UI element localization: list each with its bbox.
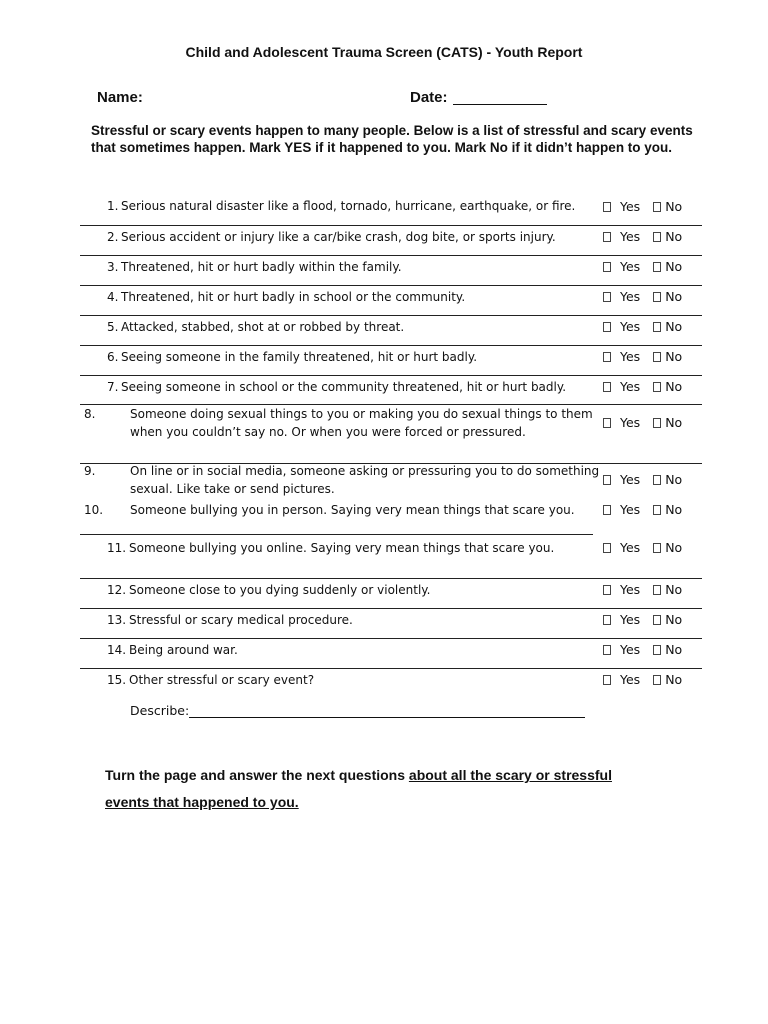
event-number: 10. xyxy=(84,503,104,517)
no-checkbox-icon[interactable] xyxy=(653,475,661,485)
no-option[interactable] xyxy=(653,611,682,629)
no-label: No xyxy=(665,379,683,394)
yes-checkbox-icon[interactable] xyxy=(603,675,611,685)
no-label: No xyxy=(665,229,683,244)
no-label: No xyxy=(665,642,683,657)
yes-no-options xyxy=(603,378,682,396)
event-text: Someone close to you dying suddenly or violently. xyxy=(129,583,431,597)
no-option[interactable] xyxy=(653,378,682,396)
no-option[interactable] xyxy=(653,641,682,659)
event-text: Someone bullying you in person. Saying very mean things that scare you. xyxy=(130,503,575,517)
yes-label: Yes xyxy=(620,415,641,430)
yes-label: Yes xyxy=(620,199,641,214)
yes-no-options xyxy=(603,471,682,489)
event-item-4 xyxy=(107,288,587,306)
yes-label: Yes xyxy=(620,349,641,364)
event-item-14 xyxy=(107,641,587,659)
yes-checkbox-icon[interactable] xyxy=(603,352,611,362)
no-checkbox-icon[interactable] xyxy=(653,615,661,625)
yes-no-options xyxy=(603,641,682,659)
event-number: 6. xyxy=(107,350,119,364)
no-checkbox-icon[interactable] xyxy=(653,292,661,302)
footer-underlined: about all the scary or stressful events that happened to you. xyxy=(105,767,612,810)
event-number: 14. xyxy=(107,643,127,657)
event-number: 8. xyxy=(84,407,96,421)
yes-checkbox-icon[interactable] xyxy=(603,262,611,272)
yes-option[interactable] xyxy=(603,258,640,276)
event-number: 2. xyxy=(107,230,119,244)
yes-label: Yes xyxy=(620,259,641,274)
page-title: Child and Adolescent Trauma Screen (CATS) - Youth Report xyxy=(185,44,583,60)
no-label: No xyxy=(665,289,683,304)
no-label: No xyxy=(665,540,683,555)
no-option[interactable] xyxy=(653,318,682,336)
event-item-15 xyxy=(107,671,587,689)
event-text: Threatened, hit or hurt badly within the family. xyxy=(121,260,402,274)
yes-label: Yes xyxy=(620,472,641,487)
row-divider xyxy=(80,345,702,346)
row-divider xyxy=(80,225,702,226)
yes-no-options xyxy=(603,288,682,306)
no-label: No xyxy=(665,472,683,487)
yes-option[interactable] xyxy=(603,611,640,629)
yes-option[interactable] xyxy=(603,539,640,557)
event-number: 3. xyxy=(107,260,119,274)
date-label: Date: xyxy=(410,89,448,106)
event-number: 1. xyxy=(107,199,119,213)
yes-label: Yes xyxy=(620,319,641,334)
no-label: No xyxy=(665,502,683,517)
yes-checkbox-icon[interactable] xyxy=(603,543,611,553)
yes-no-options xyxy=(603,414,682,432)
yes-checkbox-icon[interactable] xyxy=(603,382,611,392)
yes-checkbox-icon[interactable] xyxy=(603,232,611,242)
row-divider xyxy=(80,255,702,256)
no-option[interactable] xyxy=(653,258,682,276)
no-checkbox-icon[interactable] xyxy=(653,645,661,655)
row-divider xyxy=(80,638,702,639)
event-item-9 xyxy=(84,462,610,498)
event-item-5 xyxy=(107,318,587,336)
event-item-3 xyxy=(107,258,587,276)
date-field[interactable] xyxy=(453,104,547,105)
yes-option[interactable] xyxy=(603,378,640,396)
no-checkbox-icon[interactable] xyxy=(653,675,661,685)
row-divider xyxy=(80,608,702,609)
yes-no-options xyxy=(603,258,682,276)
yes-label: Yes xyxy=(620,229,641,244)
yes-no-options xyxy=(603,228,682,246)
yes-label: Yes xyxy=(620,672,641,687)
no-checkbox-icon[interactable] xyxy=(653,202,661,212)
yes-no-options xyxy=(603,539,682,557)
no-label: No xyxy=(665,199,683,214)
no-checkbox-icon[interactable] xyxy=(653,262,661,272)
yes-no-options xyxy=(603,611,682,629)
yes-checkbox-icon[interactable] xyxy=(603,202,611,212)
no-checkbox-icon[interactable] xyxy=(653,322,661,332)
no-option[interactable] xyxy=(653,671,682,689)
no-label: No xyxy=(665,349,683,364)
yes-checkbox-icon[interactable] xyxy=(603,475,611,485)
event-item-7 xyxy=(107,378,587,396)
no-label: No xyxy=(665,582,683,597)
yes-label: Yes xyxy=(620,289,641,304)
event-number: 11. xyxy=(107,541,127,555)
event-item-6 xyxy=(107,348,587,366)
yes-checkbox-icon[interactable] xyxy=(603,505,611,515)
yes-option[interactable] xyxy=(603,671,640,689)
yes-option[interactable] xyxy=(603,641,640,659)
event-text: Being around war. xyxy=(129,643,238,657)
no-option[interactable] xyxy=(653,581,682,599)
event-text: Someone bullying you online. Saying very mean things that scare you. xyxy=(129,541,555,555)
no-label: No xyxy=(665,612,683,627)
instructions: Stressful or scary events happen to many people. Below is a list of stressful and scary events that sometimes happen. Mark YES if it happened to you. Mark No if it didn’t happen to you. xyxy=(91,123,693,155)
no-label: No xyxy=(665,259,683,274)
footer-note xyxy=(105,762,625,816)
no-checkbox-icon[interactable] xyxy=(653,382,661,392)
yes-no-options xyxy=(603,671,682,689)
yes-label: Yes xyxy=(620,379,641,394)
no-checkbox-icon[interactable] xyxy=(653,352,661,362)
row-divider xyxy=(80,315,702,316)
event-number: 5. xyxy=(107,320,119,334)
yes-no-options xyxy=(603,581,682,599)
event-number: 13. xyxy=(107,613,127,627)
yes-option[interactable] xyxy=(603,198,640,216)
event-text: On line or in social media, someone asking or pressuring you to do something sexual. Like take or send pictures. xyxy=(130,464,600,496)
name-label: Name: xyxy=(97,89,143,106)
yes-checkbox-icon[interactable] xyxy=(603,322,611,332)
yes-option[interactable] xyxy=(603,414,640,432)
event-item-1 xyxy=(107,197,587,215)
event-item-2 xyxy=(107,228,587,246)
event-number: 7. xyxy=(107,380,119,394)
no-checkbox-icon[interactable] xyxy=(653,543,661,553)
yes-no-options xyxy=(603,501,682,519)
yes-label: Yes xyxy=(620,582,641,597)
yes-no-options xyxy=(603,198,682,216)
event-item-11 xyxy=(107,539,587,557)
yes-label: Yes xyxy=(620,502,641,517)
row-divider xyxy=(80,285,702,286)
row-divider xyxy=(80,375,702,376)
no-option[interactable] xyxy=(653,288,682,306)
no-option[interactable] xyxy=(653,228,682,246)
event-number: 12. xyxy=(107,583,127,597)
yes-option[interactable] xyxy=(603,228,640,246)
no-checkbox-icon[interactable] xyxy=(653,418,661,428)
no-checkbox-icon[interactable] xyxy=(653,505,661,515)
event-number: 4. xyxy=(107,290,119,304)
event-text: Other stressful or scary event? xyxy=(129,673,315,687)
event-text: Attacked, stabbed, shot at or robbed by threat. xyxy=(121,320,405,334)
yes-checkbox-icon[interactable] xyxy=(603,585,611,595)
yes-label: Yes xyxy=(620,540,641,555)
no-checkbox-icon[interactable] xyxy=(653,232,661,242)
no-label: No xyxy=(665,415,683,430)
event-item-13 xyxy=(107,611,587,629)
event-text: Serious accident or injury like a car/bike crash, dog bite, or sports injury. xyxy=(121,230,556,244)
no-option[interactable] xyxy=(653,539,682,557)
no-label: No xyxy=(665,319,683,334)
yes-option[interactable] xyxy=(603,318,640,336)
no-label: No xyxy=(665,672,683,687)
no-checkbox-icon[interactable] xyxy=(653,585,661,595)
yes-checkbox-icon[interactable] xyxy=(603,292,611,302)
yes-option[interactable] xyxy=(603,348,640,366)
yes-label: Yes xyxy=(620,612,641,627)
event-text: Someone doing sexual things to you or making you do sexual things to them when you couldn’t say no. Or when you were forced or pressured. xyxy=(130,407,593,439)
no-option[interactable] xyxy=(653,414,682,432)
event-item-8 xyxy=(84,405,610,441)
no-option[interactable] xyxy=(653,471,682,489)
no-option[interactable] xyxy=(653,198,682,216)
yes-checkbox-icon[interactable] xyxy=(603,615,611,625)
yes-label: Yes xyxy=(620,642,641,657)
event-text: Serious natural disaster like a flood, tornado, hurricane, earthquake, or fire. xyxy=(121,199,576,213)
row-divider xyxy=(80,668,702,669)
event-text: Seeing someone in school or the community threatened, hit or hurt badly. xyxy=(121,380,567,394)
no-option[interactable] xyxy=(653,501,682,519)
row-divider xyxy=(80,534,593,535)
no-option[interactable] xyxy=(653,348,682,366)
yes-no-options xyxy=(603,318,682,336)
describe-field[interactable] xyxy=(189,717,585,718)
describe-label: Describe: xyxy=(130,703,190,718)
event-text: Stressful or scary medical procedure. xyxy=(129,613,353,627)
event-number: 15. xyxy=(107,673,127,687)
yes-option[interactable] xyxy=(603,581,640,599)
yes-option[interactable] xyxy=(603,471,640,489)
yes-option[interactable] xyxy=(603,288,640,306)
event-item-12 xyxy=(107,581,587,599)
row-divider xyxy=(80,578,702,579)
event-item-10 xyxy=(84,501,610,519)
event-text: Threatened, hit or hurt badly in school or the community. xyxy=(121,290,466,304)
event-number: 9. xyxy=(84,464,96,478)
yes-option[interactable] xyxy=(603,501,640,519)
footer-plain: Turn the page and answer the next questions xyxy=(105,767,409,783)
yes-no-options xyxy=(603,348,682,366)
yes-checkbox-icon[interactable] xyxy=(603,645,611,655)
event-text: Seeing someone in the family threatened, hit or hurt badly. xyxy=(121,350,478,364)
yes-checkbox-icon[interactable] xyxy=(603,418,611,428)
